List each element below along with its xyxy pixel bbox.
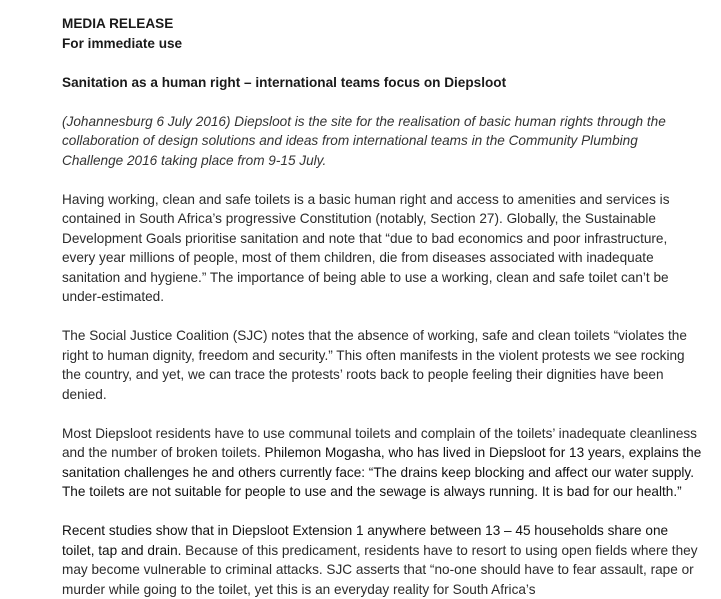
intro-paragraph: (Johannesburg 6 July 2016) Diepsloot is the site for the realisation of basic human rights through the collaboration of design solutions and ideas from international teams in the Community Plumbing Challenge 2016 taking place from 9-15 July.: [62, 113, 666, 168]
headline: Sanitation as a human right – international teams focus on Diepsloot: [62, 74, 507, 90]
paragraph-human-right: Having working, clean and safe toilets is a basic human right and access to amenities and services is contained in South Africa’s progressive Constitution (notably, Section 27). Globally, the Sustainable Development Goals prioritise sanitation and note that “due to bad economics and poor infrastructure, every year millions of people, most of them children, die from diseases associated with inadequate sanitation and hygiene.” The importance of being able to use a working, clean and safe toilet can’t be under-estimated.: [62, 191, 670, 304]
paragraph-residents: [62, 424, 702, 502]
release-type-label: MEDIA RELEASE: [62, 16, 174, 31]
resident-quote-text: Philemon Mogasha, who has lived in Diepsloot for 13 years, explains the sanitation challenges he and others currently face: “The drains keep blocking and affect our water supply. The toilets are not suitable for people to use and the sewage is always running. It is bad for our health.”: [62, 445, 702, 499]
paragraph-studies: [62, 521, 702, 599]
paragraph-sjc: The Social Justice Coalition (SJC) notes that the absence of working, safe and clean toilets “violates the right to human dignity, freedom and security.” This often manifests in the violent protests we see rocking the country, and yet, we can trace the protests’ roots back to people feeling their dignities have been denied.: [62, 328, 687, 402]
media-release-document: [62, 14, 702, 599]
predicament-text: Because of this predicament, residents have to resort to using open fields where they may become vulnerable to criminal attacks. SJC asserts that “no-one should have to fear assault, rape or murder while going to the toilet, yet this is an everyday reality for South Africa’s: [62, 542, 698, 597]
studies-text: Recent studies show that in Diepsloot Extension 1 anywhere between 13 – 45 households share one toilet, tap and drain.: [62, 523, 669, 558]
release-timing-label: For immediate use: [62, 35, 183, 51]
residents-text: Most Diepsloot residents have to use communal toilets and complain of the toilets’ inadequate cleanliness and the number of broken toilets.: [62, 425, 697, 460]
